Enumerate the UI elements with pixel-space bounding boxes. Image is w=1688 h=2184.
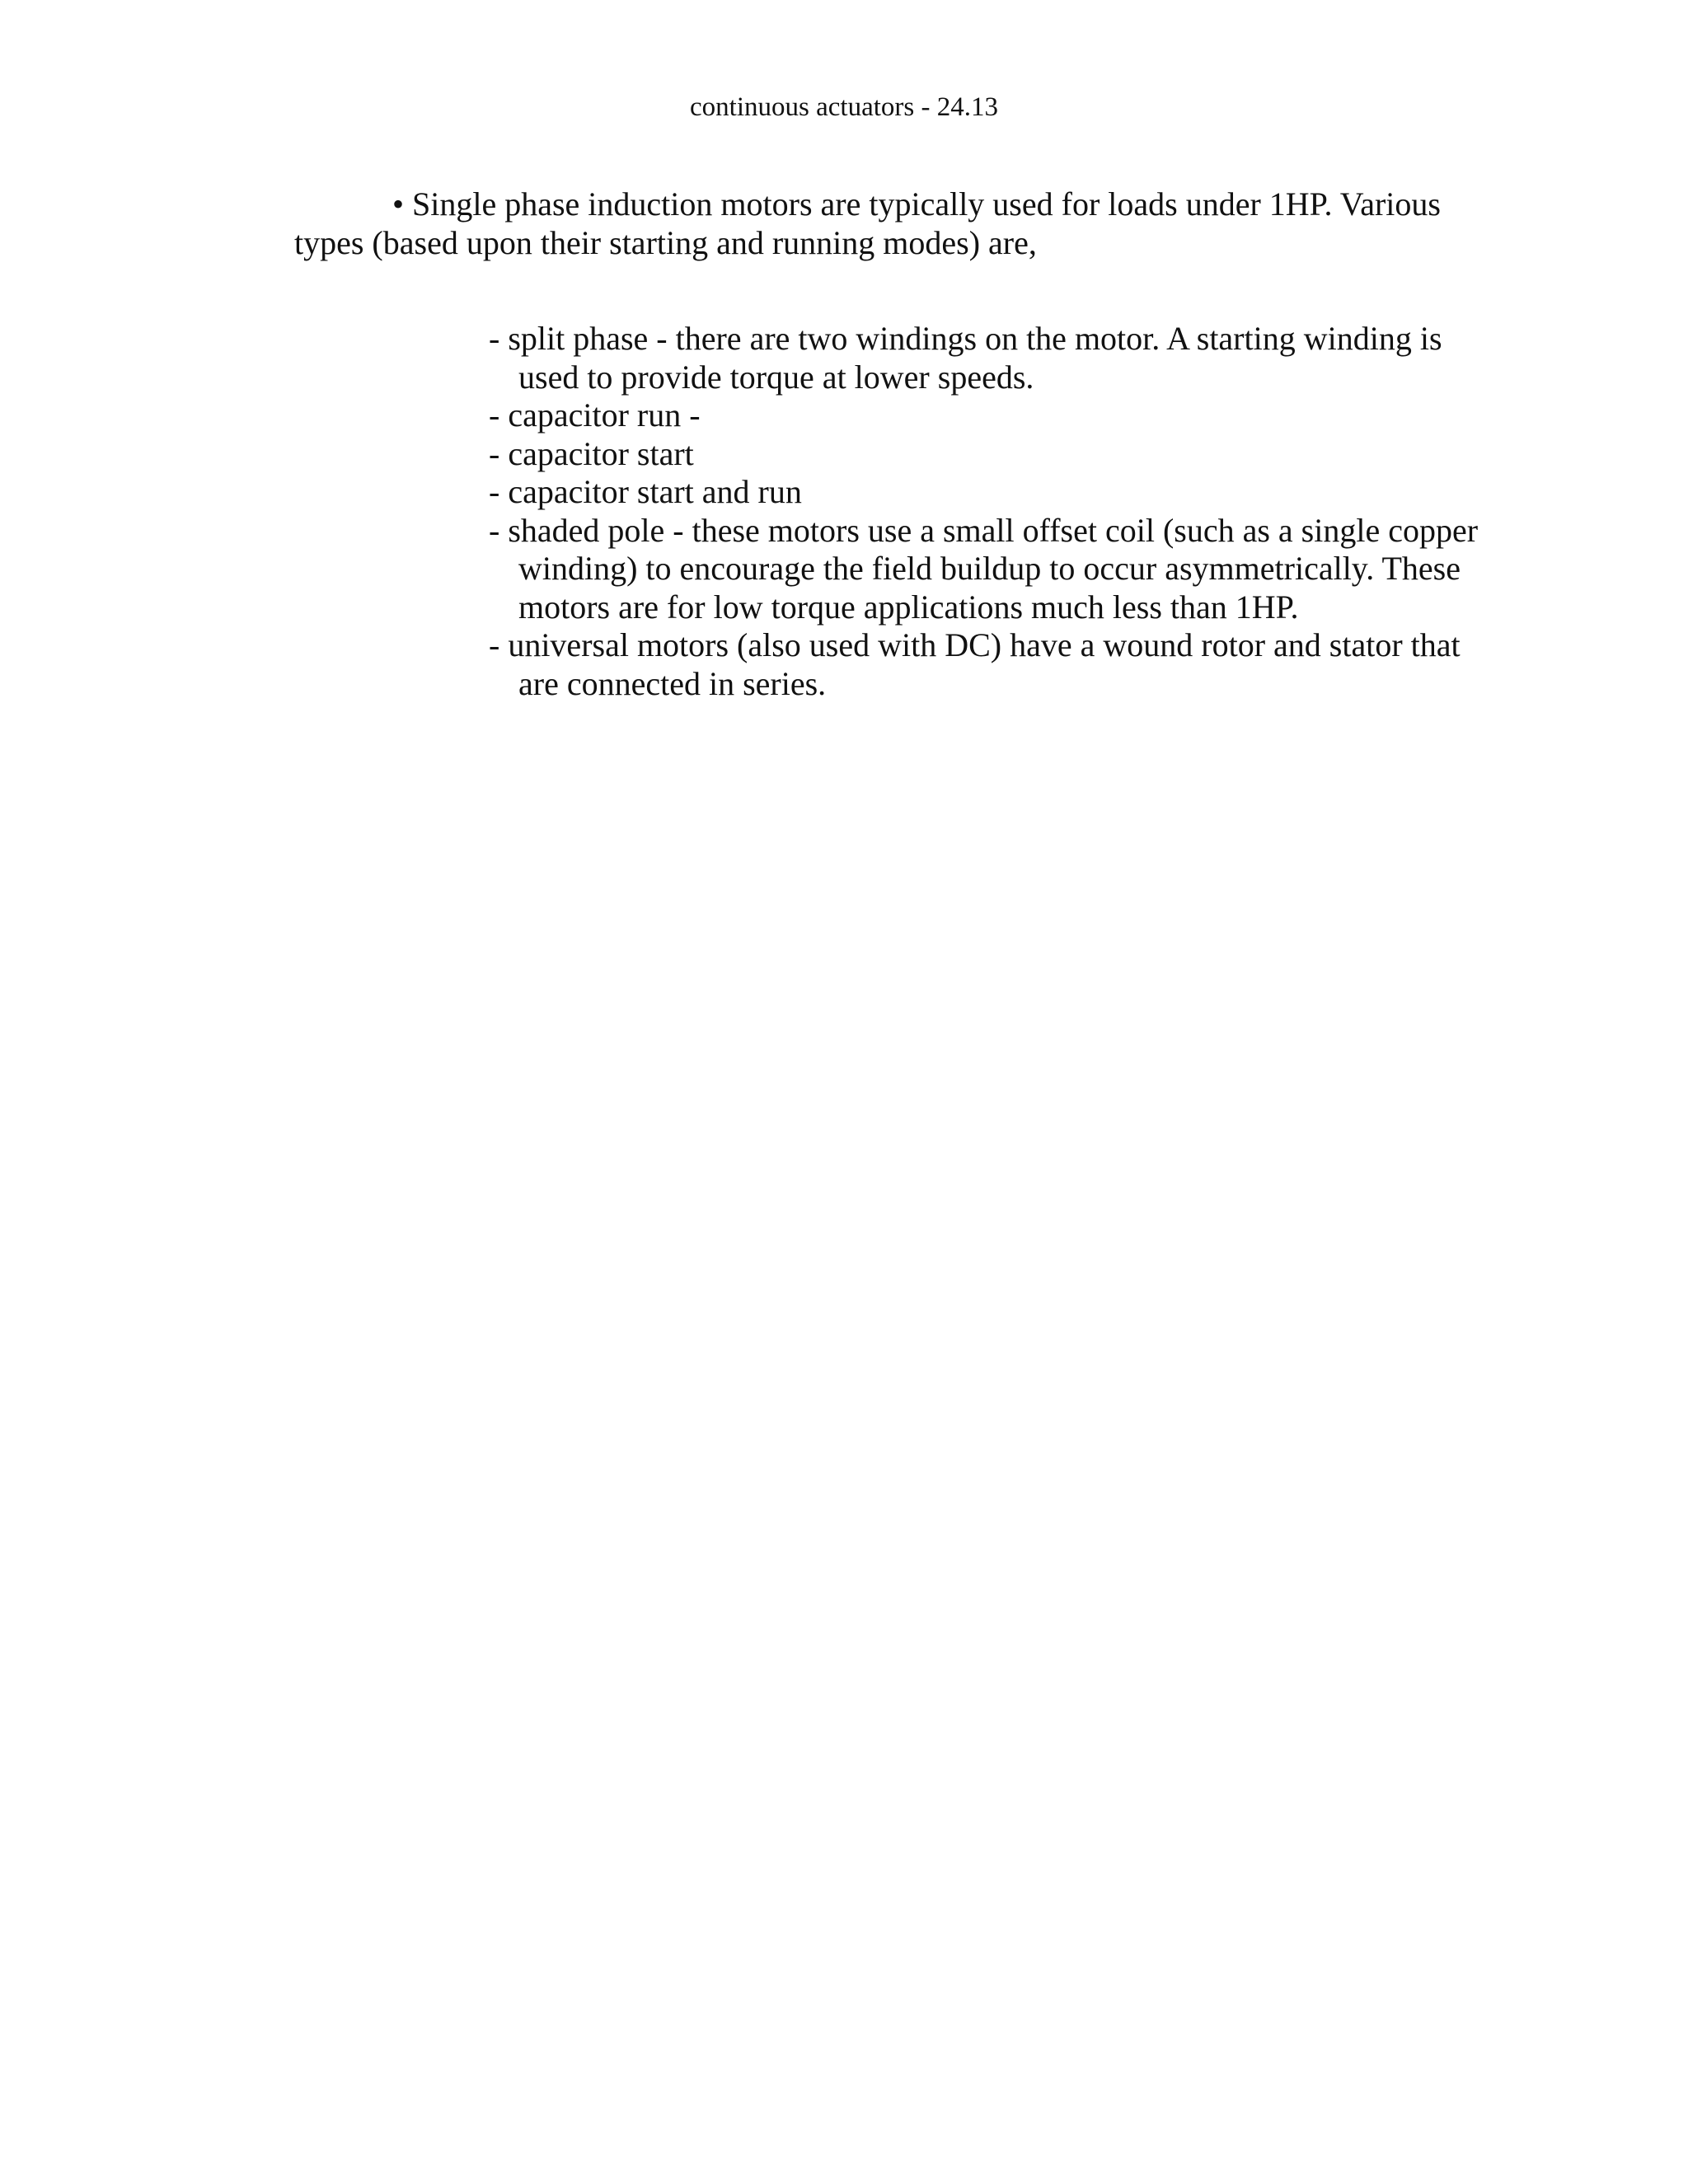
- intro-paragraph: [294, 185, 1481, 262]
- list-item-shaded-pole: - shaded pole - these motors use a small offset coil (such as a single copper winding) to encourage the field buildup to occur asymmetrically. These motors are for low torque applications much less than 1HP.: [489, 511, 1479, 626]
- motor-types-list: [489, 320, 1494, 703]
- intro-bullet-text: • Single phase induction motors are typically used for loads under 1HP. Various types (based upon their starting and running modes) are,: [294, 185, 1441, 261]
- list-item-universal-motors: - universal motors (also used with DC) have a wound rotor and stator that are connected in series.: [489, 626, 1461, 702]
- list-item-split-phase: - split phase - there are two windings on the motor. A starting winding is used to provide torque at lower speeds.: [489, 320, 1442, 396]
- page-header: continuous actuators - 24.13: [690, 92, 998, 122]
- list-item-capacitor-run: - capacitor run -: [489, 396, 701, 434]
- list-item-capacitor-start-and-run: - capacitor start and run: [489, 473, 802, 510]
- list-item-capacitor-start: - capacitor start: [489, 434, 694, 472]
